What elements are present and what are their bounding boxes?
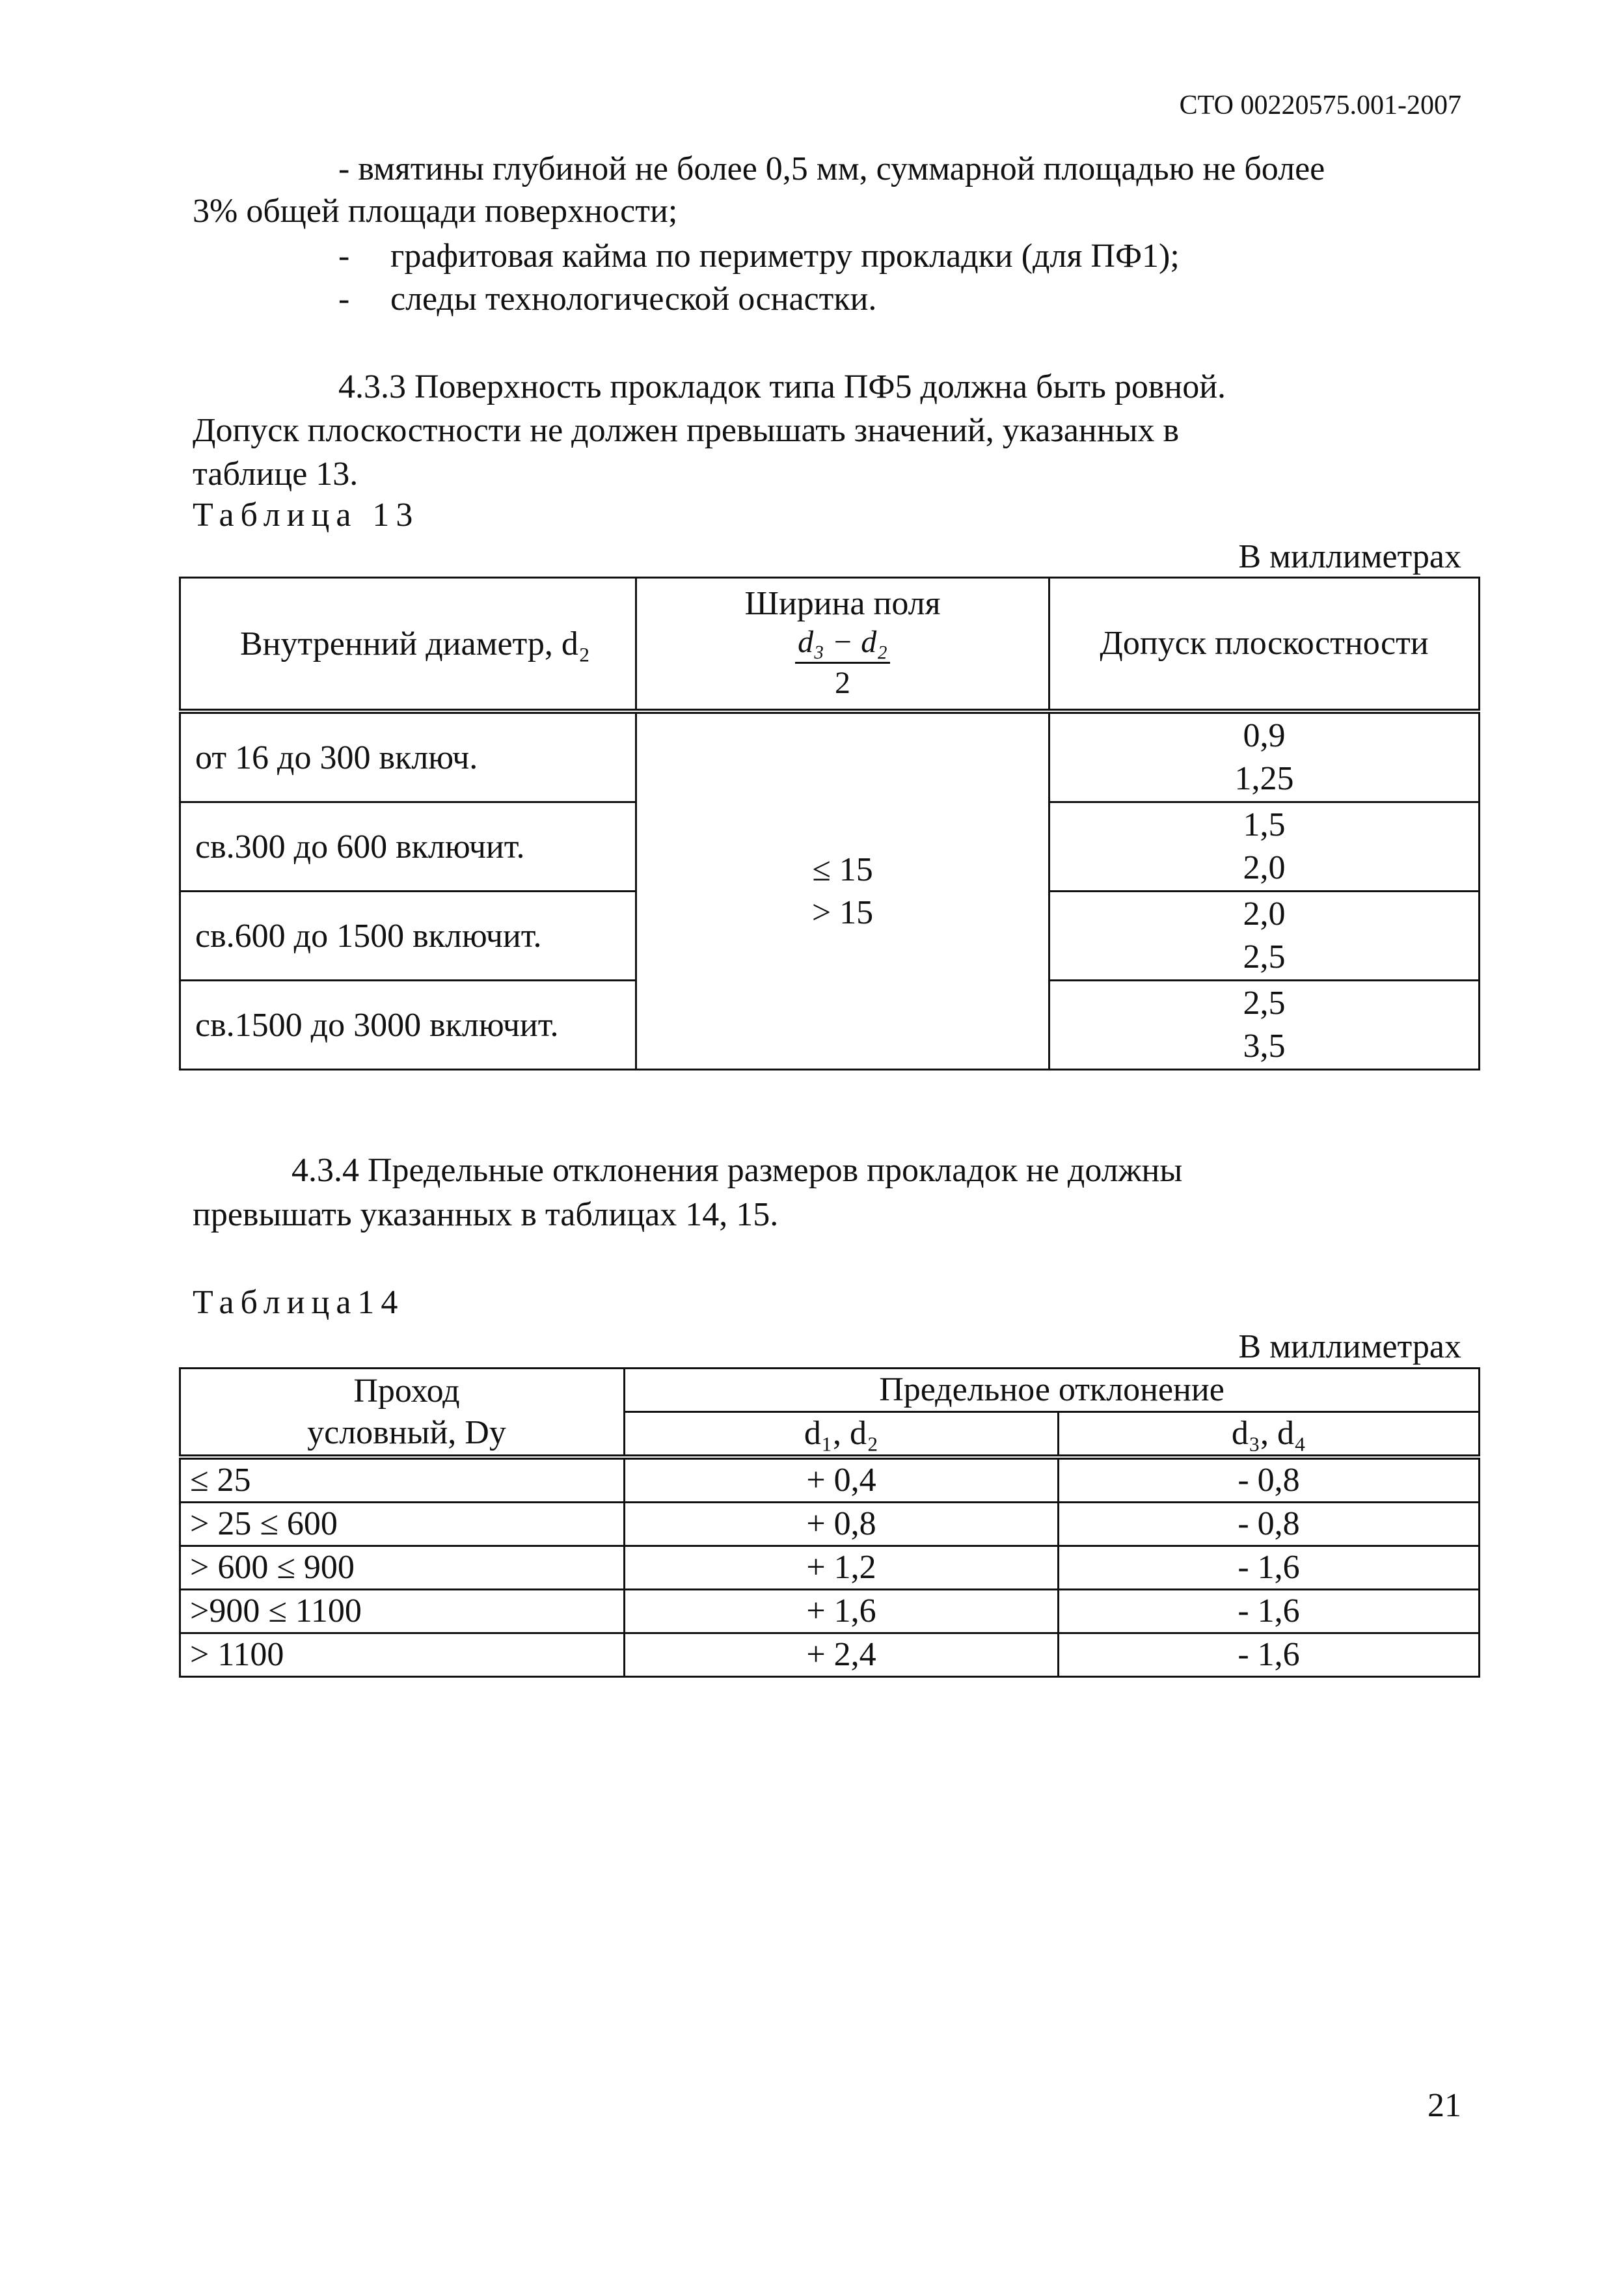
page-number: 21 [1428, 2087, 1461, 2124]
d12-cell: + 1,6 [625, 1590, 1059, 1633]
d34-cell: - 0,8 [1059, 1457, 1480, 1503]
tolerance-value: 1,25 [1234, 760, 1294, 797]
tolerance-cell [1049, 981, 1480, 1070]
table14 [179, 1367, 1480, 1678]
diameter-cell: св.300 до 600 включит. [180, 802, 636, 892]
tolerance-value: 2,5 [1243, 938, 1286, 975]
d34-cell: - 1,6 [1059, 1633, 1480, 1677]
header-text: Внутренний диаметр, d₂ [239, 625, 591, 662]
tolerance-cell [1049, 892, 1480, 981]
diameter-cell: от 16 до 300 включ. [180, 711, 636, 802]
d34-cell: - 1,6 [1059, 1546, 1480, 1590]
d34-cell: - 1,6 [1059, 1590, 1480, 1633]
width-value: > 15 [811, 893, 874, 931]
dy-cell: ≤ 25 [180, 1457, 625, 1503]
tolerance-cell [1049, 711, 1480, 802]
paragraph-line: 4.3.4 Предельные отклонения размеров прокладок не должны [291, 1152, 1183, 1189]
table-row [180, 1457, 1480, 1503]
bullet-dash: - [338, 280, 350, 318]
table14-header-dy [180, 1369, 625, 1458]
dy-cell: > 1100 [180, 1633, 625, 1677]
d12-cell: + 0,4 [625, 1457, 1059, 1503]
dy-cell: >900 ≤ 1100 [180, 1590, 625, 1633]
table-row [180, 1633, 1480, 1677]
paragraph-line: 3% общей площади поверхности; [193, 193, 678, 230]
table14-header-group: Предельное отклонение [625, 1369, 1480, 1412]
fraction-denominator: 2 [834, 666, 850, 700]
tolerance-value: 2,5 [1243, 985, 1286, 1022]
tolerance-value: 2,0 [1243, 895, 1286, 933]
paragraph-line: 4.3.3 Поверхность прокладок типа ПФ5 должна быть ровной. [338, 368, 1226, 405]
paragraph-line: - вмятины глубиной не более 0,5 мм, суммарной площадью не более [338, 150, 1325, 187]
tolerance-cell [1049, 802, 1480, 892]
diameter-cell: св.1500 до 3000 включит. [180, 981, 636, 1070]
table-row [180, 711, 1480, 802]
fraction [795, 623, 890, 703]
table14-unit: В миллиметрах [1238, 1328, 1461, 1365]
d12-cell: + 2,4 [625, 1633, 1059, 1677]
width-cell [636, 711, 1049, 1070]
table13 [179, 577, 1480, 1070]
table13-header-tolerance [1049, 578, 1480, 712]
bullet-text: графитовая кайма по периметру прокладки (для ПФ1); [390, 238, 1180, 275]
tolerance-value: 1,5 [1243, 806, 1286, 843]
fraction-numerator: d₃ − d₂ [795, 623, 890, 664]
table14-caption: Таблица14 [193, 1284, 405, 1321]
table-row [180, 1546, 1480, 1590]
tolerance-value: 3,5 [1243, 1028, 1286, 1065]
header-text: Проход [353, 1372, 460, 1410]
table-row [180, 1590, 1480, 1633]
header-title: Ширина поля [744, 585, 941, 622]
table14-header-row [180, 1369, 1480, 1412]
document-code: СТО 00220575.001-2007 [1179, 90, 1461, 120]
tolerance-value: 2,0 [1243, 849, 1286, 886]
tolerance-value: 0,9 [1243, 717, 1286, 754]
bullet-dash: - [338, 238, 350, 275]
d12-cell: + 1,2 [625, 1546, 1059, 1590]
width-value: ≤ 15 [812, 851, 873, 888]
table13-caption: Таблица 13 [193, 497, 420, 534]
paragraph-line: Допуск плоскостности не должен превышать значений, указанных в [193, 412, 1180, 449]
dy-cell: > 25 ≤ 600 [180, 1503, 625, 1546]
table14-header-d12: d₁, d₂ [625, 1412, 1059, 1458]
table13-header-width [636, 578, 1049, 712]
paragraph-line: таблице 13. [193, 456, 359, 493]
table13-header-row [180, 578, 1480, 712]
dy-cell: > 600 ≤ 900 [180, 1546, 625, 1590]
d12-cell: + 0,8 [625, 1503, 1059, 1546]
table-row [180, 1503, 1480, 1546]
bullet-text: следы технологической оснастки. [390, 280, 877, 318]
header-text: условный, Dy [307, 1413, 506, 1451]
header-text: Допуск плоскостности [1100, 625, 1429, 662]
diameter-cell: св.600 до 1500 включит. [180, 892, 636, 981]
table13-unit: В миллиметрах [1238, 538, 1461, 575]
d34-cell: - 0,8 [1059, 1503, 1480, 1546]
table14-header-d34: d₃, d₄ [1059, 1412, 1480, 1458]
paragraph-line: превышать указанных в таблицах 14, 15. [193, 1196, 779, 1233]
table13-header-diameter [180, 578, 636, 712]
